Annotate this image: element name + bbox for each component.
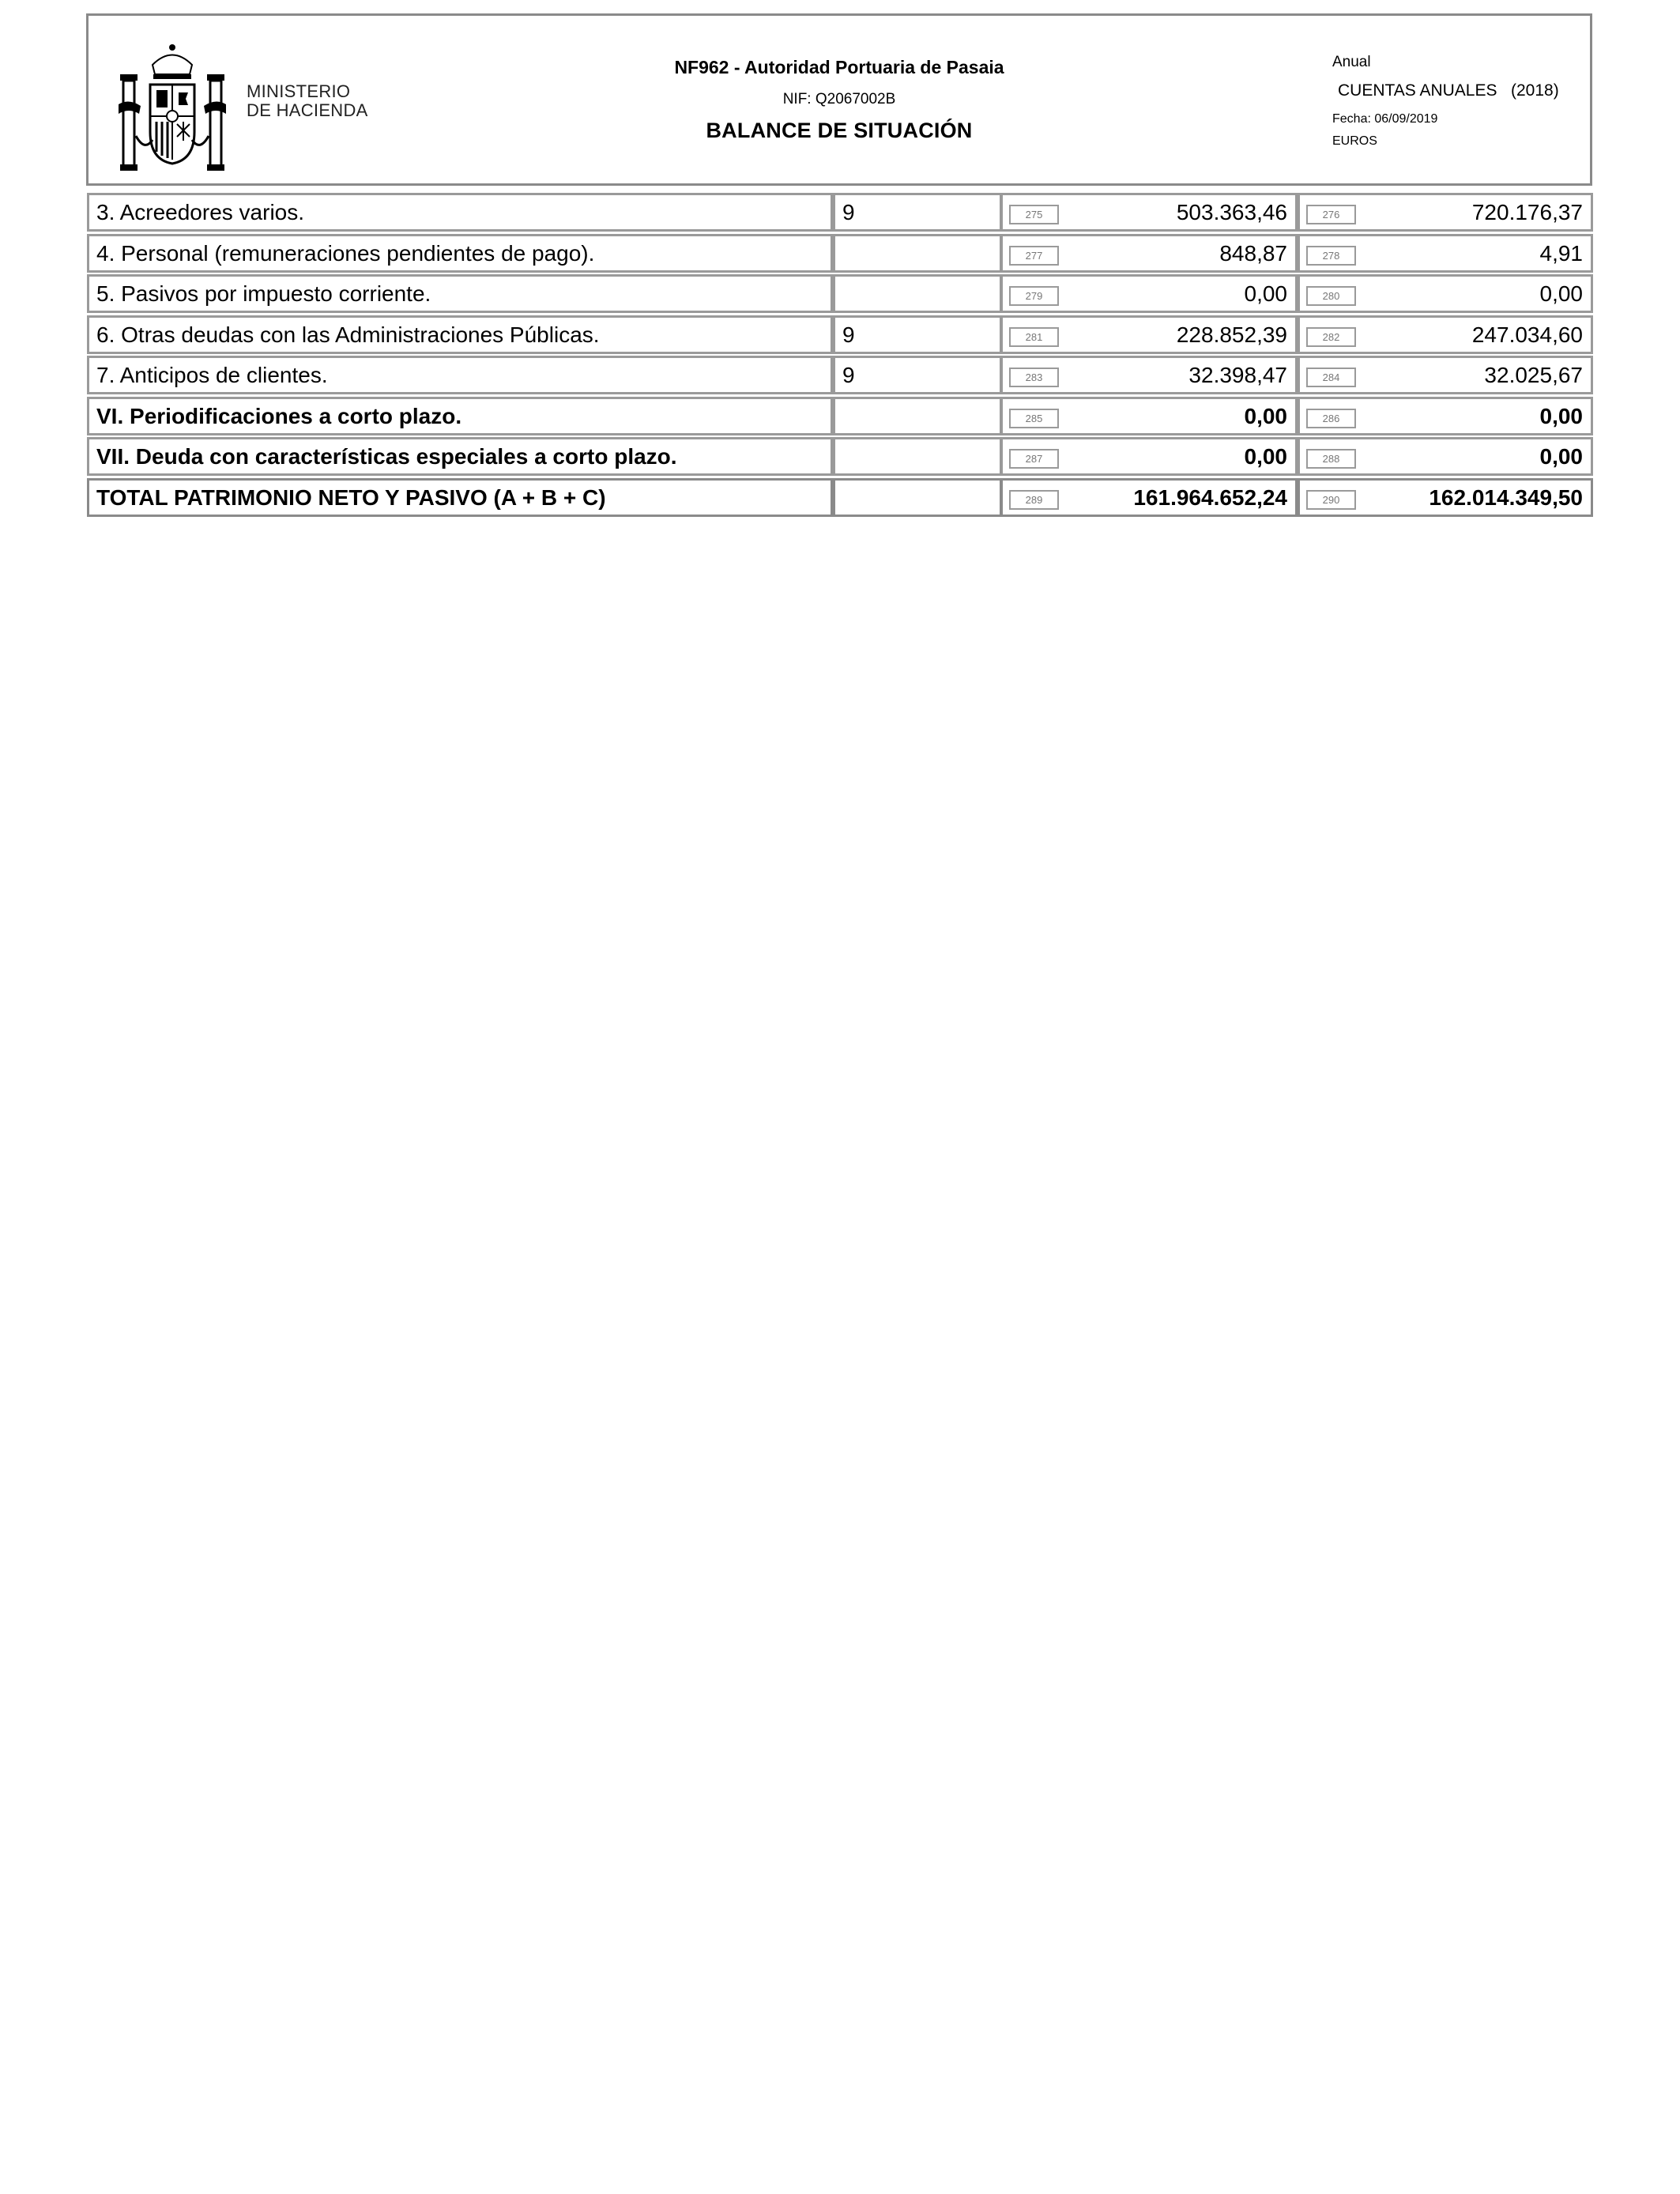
row-label: VII. Deuda con características especiales a corto plazo.: [96, 444, 677, 469]
ministry-line-2: DE HACIENDA: [247, 100, 368, 120]
previous-amount: 0,00: [1539, 403, 1583, 428]
field-code: 287: [1009, 449, 1059, 469]
row-note: 9: [842, 200, 855, 224]
row-previous-cell: [1298, 234, 1593, 273]
previous-amount: 0,00: [1539, 444, 1583, 469]
row-current-cell: [1000, 274, 1298, 313]
table-row: [87, 274, 1593, 315]
field-code: 277: [1009, 246, 1059, 266]
current-amount: 848,87: [1219, 240, 1287, 266]
field-code: 283: [1009, 368, 1059, 387]
row-previous-cell: [1298, 397, 1593, 435]
field-code: 290: [1306, 490, 1356, 510]
row-current-cell: [1000, 437, 1298, 476]
field-code: 284: [1306, 368, 1356, 387]
balance-table: [87, 193, 1593, 518]
current-amount: 0,00: [1244, 444, 1287, 469]
report-date: Fecha: 06/09/2019: [1332, 112, 1438, 126]
ministry-line-1: MINISTERIO: [247, 81, 351, 101]
row-label-cell: [87, 315, 833, 354]
row-note-cell: [833, 437, 1002, 476]
row-label: 4. Personal (remuneraciones pendientes de pago).: [96, 240, 595, 266]
row-note-cell: [833, 356, 1002, 394]
field-code: 286: [1306, 409, 1356, 428]
current-amount: 161.964.652,24: [1133, 484, 1287, 510]
ministry-name: [247, 82, 368, 120]
row-note: 9: [842, 363, 855, 387]
row-note-cell: [833, 193, 1002, 232]
field-code: 288: [1306, 449, 1356, 469]
report-currency: EUROS: [1332, 134, 1377, 148]
row-current-cell: [1000, 234, 1298, 273]
row-label-cell: [87, 193, 833, 232]
previous-amount: 0,00: [1539, 281, 1583, 306]
total-row: [87, 478, 1593, 519]
report-period: Anual: [1332, 54, 1371, 70]
row-previous-cell: [1298, 478, 1593, 517]
row-label-cell: [87, 234, 833, 273]
row-note: 9: [842, 322, 855, 347]
row-current-cell: [1000, 397, 1298, 435]
current-amount: 503.363,46: [1176, 200, 1287, 224]
row-note-cell: [833, 234, 1002, 273]
page-title: BALANCE DE SITUACIÓN: [706, 119, 973, 142]
table-row: [87, 193, 1593, 234]
current-amount: 0,00: [1244, 281, 1287, 306]
table-row: [87, 437, 1593, 478]
previous-amount: 247.034,60: [1471, 322, 1583, 347]
previous-amount: 4,91: [1539, 240, 1583, 266]
row-label-cell: [87, 274, 833, 313]
row-current-cell: [1000, 193, 1298, 232]
row-note-cell: [833, 315, 1002, 354]
field-code: 279: [1009, 286, 1059, 306]
previous-amount: 162.014.349,50: [1429, 484, 1583, 510]
row-current-cell: [1000, 478, 1298, 517]
previous-amount: 32.025,67: [1484, 363, 1583, 387]
row-label: 5. Pasivos por impuesto corriente.: [96, 281, 431, 306]
entity-name: NF962 - Autoridad Portuaria de Pasaia: [674, 57, 1004, 77]
row-label: TOTAL PATRIMONIO NETO Y PASIVO (A + B + C): [96, 484, 606, 510]
row-label-cell: [87, 397, 833, 435]
field-code: 280: [1306, 286, 1356, 306]
row-label: 3. Acreedores varios.: [96, 200, 305, 224]
table-row: [87, 315, 1593, 356]
field-code: 281: [1009, 327, 1059, 347]
row-note-cell: [833, 397, 1002, 435]
table-row: [87, 397, 1593, 438]
current-amount: 0,00: [1244, 403, 1287, 428]
entity-nif: NIF: Q2067002B: [782, 91, 896, 107]
current-amount: 32.398,47: [1188, 363, 1287, 387]
row-label-cell: [87, 356, 833, 394]
row-previous-cell: [1298, 315, 1593, 354]
table-row: [87, 234, 1593, 275]
row-note-cell: [833, 478, 1002, 517]
field-code: 289: [1009, 490, 1059, 510]
field-code: 278: [1306, 246, 1356, 266]
row-label: 6. Otras deudas con las Administraciones Públicas.: [96, 322, 600, 347]
coat-of-arms-icon: [117, 41, 228, 175]
row-label: VI. Periodificaciones a corto plazo.: [96, 403, 462, 428]
document-header: [86, 13, 1592, 186]
row-previous-cell: [1298, 274, 1593, 313]
row-label-cell: [87, 478, 833, 517]
row-current-cell: [1000, 356, 1298, 394]
row-previous-cell: [1298, 193, 1593, 232]
row-previous-cell: [1298, 356, 1593, 394]
row-current-cell: [1000, 315, 1298, 354]
field-code: 275: [1009, 205, 1059, 224]
previous-amount: 720.176,37: [1471, 200, 1583, 224]
field-code: 285: [1009, 409, 1059, 428]
report-type: CUENTAS ANUALES (2018): [1338, 81, 1559, 100]
row-note-cell: [833, 274, 1002, 313]
current-amount: 228.852,39: [1176, 322, 1287, 347]
field-code: 276: [1306, 205, 1356, 224]
row-label-cell: [87, 437, 833, 476]
row-label: 7. Anticipos de clientes.: [96, 363, 328, 387]
field-code: 282: [1306, 327, 1356, 347]
table-row: [87, 356, 1593, 397]
row-previous-cell: [1298, 437, 1593, 476]
